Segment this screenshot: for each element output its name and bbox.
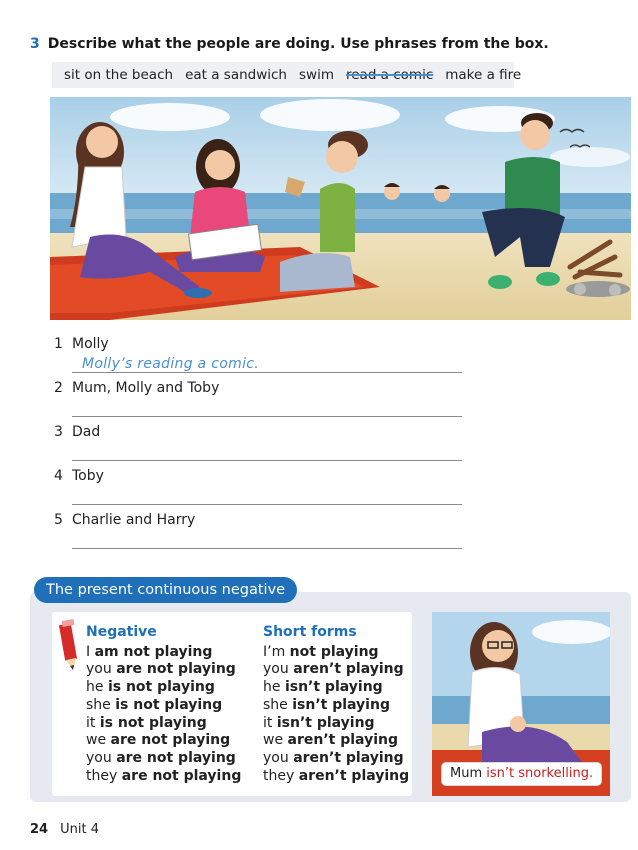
short-form-row: you aren’t playing: [263, 661, 404, 678]
short-form-row: we aren’t playing: [263, 732, 398, 749]
caption-label: [442, 763, 601, 785]
short-form-row: they aren’t playing: [263, 767, 410, 784]
page-footer: [30, 822, 99, 837]
grammar-title: The present continuous negative: [34, 577, 297, 603]
short-form-row: it isn’t playing: [263, 714, 375, 731]
short-form-row: he isn’t playing: [263, 679, 383, 696]
answer-line[interactable]: [72, 372, 462, 373]
page-number: 24: [30, 822, 49, 837]
short-form-row: you aren’t playing: [263, 749, 404, 766]
phrase: eat a sandwich: [185, 67, 287, 83]
item-prompt: Mum, Molly and Toby: [72, 380, 220, 396]
phrase: sit on the beach: [64, 67, 174, 83]
answer-line[interactable]: [72, 416, 462, 417]
short-forms-header: Short forms: [263, 624, 357, 640]
caption-subject: Mum: [450, 766, 483, 781]
item-answer: Molly’s reading a comic.: [82, 356, 260, 372]
exercise-number: 3: [30, 36, 40, 52]
item-number: 1: [54, 336, 63, 352]
answer-line[interactable]: [72, 460, 462, 461]
exercise-heading: [30, 36, 549, 52]
exercise-instruction: Describe what the people are doing. Use phrases from the box.: [47, 36, 549, 52]
answer-line[interactable]: [72, 548, 462, 549]
phrase: make a fire: [445, 67, 522, 83]
item-prompt: Dad: [72, 424, 101, 440]
negative-row: you are not playing: [86, 749, 236, 766]
unit-label: Unit 4: [60, 822, 99, 837]
caption-negative: isn’t snorkelling.: [486, 766, 594, 781]
negative-column: [86, 624, 241, 785]
negative-row: they are not playing: [86, 767, 242, 784]
item-prompt: Charlie and Harry: [72, 512, 196, 528]
beach-illustration: [50, 97, 631, 320]
negative-row: she is not playing: [86, 696, 223, 713]
negative-row: we are not playing: [86, 732, 231, 749]
negative-row: he is not playing: [86, 679, 215, 696]
item-number: 3: [54, 424, 63, 440]
phrase-used: read a comic: [345, 67, 434, 83]
short-form-row: she isn’t playing: [263, 696, 390, 713]
answer-line[interactable]: [72, 504, 462, 505]
item-prompt: Toby: [72, 468, 104, 484]
beach-scene-image: [50, 97, 631, 320]
negative-row: it is not playing: [86, 714, 207, 731]
phrase: swim: [299, 67, 334, 83]
negative-row: I am not playing: [86, 643, 213, 660]
item-number: 4: [54, 468, 63, 484]
negative-row: you are not playing: [86, 661, 236, 678]
pencil-icon: [56, 618, 82, 674]
negative-header: Negative: [86, 624, 157, 640]
phrase-box: [52, 62, 522, 88]
short-forms-column: [263, 624, 409, 785]
item-prompt: Molly: [72, 336, 109, 352]
item-number: 2: [54, 380, 63, 396]
item-number: 5: [54, 512, 63, 528]
short-form-row: I’m not playing: [263, 643, 379, 660]
